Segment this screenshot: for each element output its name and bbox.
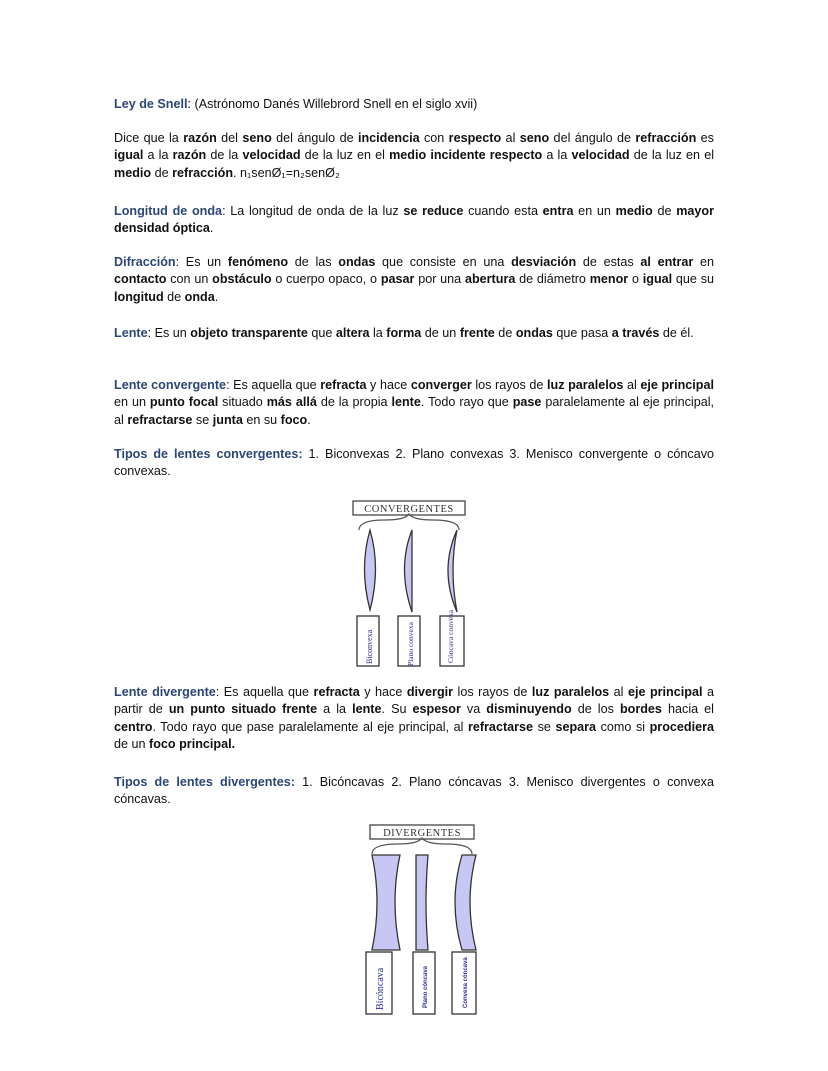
- bold-term: abertura: [464, 272, 516, 287]
- text-segment: de un: [114, 736, 150, 751]
- bold-term: longitud: [114, 289, 164, 304]
- bold-term: respecto: [448, 131, 502, 145]
- bold-term: mayor densidad óptica: [114, 204, 714, 236]
- term-heading: Longitud de onda: [114, 204, 223, 218]
- plano-concave-lens-icon: [416, 855, 428, 950]
- figure-title: CONVERGENTES: [364, 504, 454, 515]
- text-segment: .: [307, 412, 311, 427]
- bold-term: foco principal.: [149, 736, 236, 751]
- text-segment: que consiste en una: [375, 255, 512, 269]
- text-segment: cuando esta: [463, 204, 543, 218]
- bold-term: a través: [611, 326, 660, 340]
- text-segment: al: [501, 131, 520, 145]
- bold-term: procediera: [649, 719, 714, 734]
- bold-term: frente: [459, 326, 495, 340]
- bold-term: eje principal: [627, 685, 703, 699]
- text-segment: con: [419, 131, 449, 145]
- text-segment: y hace: [366, 378, 411, 392]
- bold-term: punto focal: [149, 395, 219, 410]
- text-segment: de estas: [576, 255, 641, 269]
- bold-term: luz paralelos: [547, 378, 624, 392]
- text-segment: de: [494, 326, 516, 340]
- bold-term: medio: [615, 204, 653, 218]
- lens-label: Plano cóncava: [423, 965, 429, 1008]
- text-segment: paralelamente al eje principal, al: [114, 395, 715, 427]
- text-segment: los rayos de: [453, 685, 532, 699]
- text-segment: en un: [573, 204, 616, 218]
- text-segment: : Es un: [147, 326, 191, 340]
- bold-term: ondas: [338, 255, 376, 269]
- snell-definition: [114, 130, 714, 182]
- brace-icon: [372, 838, 472, 854]
- lente: [114, 325, 714, 342]
- text-segment: a la: [542, 148, 572, 163]
- text-segment: . n₁senØ₁=n₂senØ₂: [233, 165, 340, 180]
- text-segment: : La longitud de onda de la luz: [222, 204, 404, 218]
- text-segment: de la luz en el: [300, 148, 390, 163]
- bold-term: onda: [184, 289, 215, 304]
- bold-term: entra: [542, 204, 574, 218]
- bold-term: igual: [114, 148, 144, 163]
- text-segment: .: [209, 221, 214, 236]
- term-heading: Lente: [114, 326, 148, 340]
- bold-term: menor: [589, 272, 629, 287]
- bold-term: forma: [386, 326, 422, 340]
- bold-term: se reduce: [403, 204, 464, 218]
- bold-term: converger: [410, 378, 472, 392]
- term-heading: Tipos de lentes convergentes:: [114, 447, 303, 461]
- text-segment: que pasa: [552, 326, 612, 340]
- divergent-lenses-figure: [360, 822, 485, 1018]
- text-segment: en un: [114, 395, 150, 410]
- bold-term: velocidad: [242, 148, 301, 163]
- text-segment: : Es un: [175, 255, 228, 269]
- longitud-de-onda: [114, 203, 714, 238]
- bold-term: separa: [555, 719, 597, 734]
- bold-term: incidencia: [357, 131, 420, 145]
- brace-icon: [359, 514, 459, 530]
- text-segment: de los: [571, 702, 620, 717]
- lens-label: [446, 609, 455, 663]
- bold-term: contacto: [114, 272, 167, 287]
- text-segment: a la: [317, 702, 353, 717]
- text-segment: en su: [242, 412, 281, 427]
- text-segment: de: [163, 289, 185, 304]
- text-segment: de diámetro: [515, 272, 590, 287]
- text-segment: se: [533, 719, 556, 734]
- text-segment: de la luz en el: [629, 148, 715, 163]
- text-segment: al: [623, 378, 641, 392]
- text-segment: 1. Bicóncavas 2. Plano cóncavas 3. Menisco divergentes o convexa cóncavas.: [114, 775, 714, 807]
- text-segment: va: [460, 702, 487, 717]
- text-segment: los rayos de: [471, 378, 548, 392]
- term-heading: Ley de Snell: [114, 97, 188, 111]
- lens-label: Bicóncava: [375, 967, 386, 1010]
- lente-divergente: [114, 684, 714, 753]
- text-segment: al: [609, 685, 628, 699]
- text-segment: : Es aquella que: [215, 685, 314, 699]
- bold-term: refracta: [320, 378, 367, 392]
- text-segment: se: [192, 412, 213, 427]
- biconvex-lens-icon: [365, 530, 376, 610]
- bold-term: bordes: [619, 702, 662, 717]
- bold-term: refracción: [172, 165, 234, 180]
- bold-term: al entrar: [640, 255, 694, 269]
- bold-term: más allá: [266, 395, 317, 410]
- text-segment: de él.: [659, 326, 694, 340]
- text-segment: por una: [414, 272, 465, 287]
- text-segment: hacia el: [661, 702, 714, 717]
- bold-term: ondas: [515, 326, 553, 340]
- text-segment: con un: [166, 272, 213, 287]
- text-segment: que: [307, 326, 336, 340]
- text-segment: Dice que la: [114, 131, 184, 145]
- tipos-convergentes: [114, 446, 714, 481]
- text-segment: a la: [143, 148, 173, 163]
- text-segment: de la propia: [316, 395, 392, 410]
- text-segment: . Su: [381, 702, 413, 717]
- bold-term: refractarse: [467, 719, 534, 734]
- text-segment: como si: [596, 719, 650, 734]
- bold-term: refracta: [313, 685, 360, 699]
- lens-label: Convexa cóncava: [463, 957, 469, 1008]
- lente-convergente: [114, 377, 714, 429]
- text-segment: de: [652, 204, 677, 218]
- text-segment: .: [214, 289, 219, 304]
- bold-term: lente: [391, 395, 421, 410]
- figure-title: DIVERGENTES: [383, 828, 461, 839]
- text-segment: : Es aquella que: [226, 378, 321, 392]
- text-segment: del ángulo de: [549, 131, 636, 145]
- text-segment: es: [696, 131, 714, 145]
- text-segment: . Todo rayo que: [420, 395, 513, 410]
- bold-term: eje principal: [640, 378, 714, 392]
- bold-term: espesor: [412, 702, 461, 717]
- bold-term: junta: [212, 412, 243, 427]
- bold-term: pasar: [380, 272, 415, 287]
- text-segment: la: [369, 326, 387, 340]
- snell-title: [114, 96, 714, 113]
- bold-term: medio incidente respecto: [389, 148, 543, 163]
- bold-term: lente: [352, 702, 382, 717]
- text-segment: 1. Biconvexas 2. Plano convexas 3. Menisco convergente o cóncavo convexas.: [114, 447, 715, 479]
- bold-term: refractarse: [127, 412, 193, 427]
- bold-term: razón: [172, 148, 207, 163]
- text-segment: del: [216, 131, 243, 145]
- bold-term: luz paralelos: [531, 685, 610, 699]
- text-segment: . Todo rayo que pase paralelamente al eje principal, al: [152, 719, 468, 734]
- bold-term: seno: [519, 131, 550, 145]
- difraccion: [114, 254, 714, 306]
- biconcave-lens-icon: [372, 855, 400, 950]
- text-segment: y hace: [359, 685, 407, 699]
- tipos-divergentes: [114, 774, 714, 809]
- text-segment: : (Astrónomo Danés Willebrord Snell en el siglo xvii): [187, 97, 478, 111]
- lens-label: Cóncava convexa: [446, 609, 455, 663]
- text-segment: o: [628, 272, 643, 287]
- term-heading: Lente divergente: [114, 685, 216, 699]
- convex-concave-lens-icon: [455, 855, 476, 950]
- text-segment: del ángulo de: [271, 131, 358, 145]
- text-segment: de las: [288, 255, 339, 269]
- term-heading: Difracción: [114, 255, 176, 269]
- text-segment: o cuerpo opaco, o: [271, 272, 381, 287]
- bold-term: seno: [242, 131, 272, 145]
- plano-convex-lens-icon: [405, 530, 413, 612]
- bold-term: fenómeno: [227, 255, 289, 269]
- bold-term: pase: [512, 395, 542, 410]
- bold-term: foco: [280, 412, 308, 427]
- bold-term: velocidad: [571, 148, 630, 163]
- text-segment: situado: [218, 395, 267, 410]
- term-heading: Lente convergente: [114, 378, 227, 392]
- bold-term: altera: [335, 326, 370, 340]
- bold-term: desviación: [511, 255, 577, 269]
- bold-term: razón: [183, 131, 217, 145]
- convergent-lenses-figure: [345, 498, 475, 674]
- lens-label: Plano convexa: [406, 622, 415, 666]
- bold-term: un punto situado frente: [168, 702, 318, 717]
- concave-convex-lens-icon: [448, 530, 457, 612]
- text-segment: de un: [421, 326, 460, 340]
- bold-term: objeto transparente: [190, 326, 308, 340]
- text-segment: de: [151, 165, 173, 180]
- bold-term: divergir: [406, 685, 454, 699]
- bold-term: obstáculo: [212, 272, 272, 287]
- text-segment: que su: [672, 272, 714, 287]
- bold-term: igual: [642, 272, 673, 287]
- bold-term: centro: [114, 719, 153, 734]
- text-segment: en: [693, 255, 715, 269]
- term-heading: Tipos de lentes divergentes:: [114, 775, 295, 789]
- text-segment: de la: [206, 148, 243, 163]
- bold-term: refracción: [635, 131, 697, 145]
- lens-label: Biconvexa: [365, 629, 374, 664]
- text-segment: a partir de: [114, 685, 714, 717]
- bold-term: medio: [114, 165, 152, 180]
- bold-term: disminuyendo: [486, 702, 572, 717]
